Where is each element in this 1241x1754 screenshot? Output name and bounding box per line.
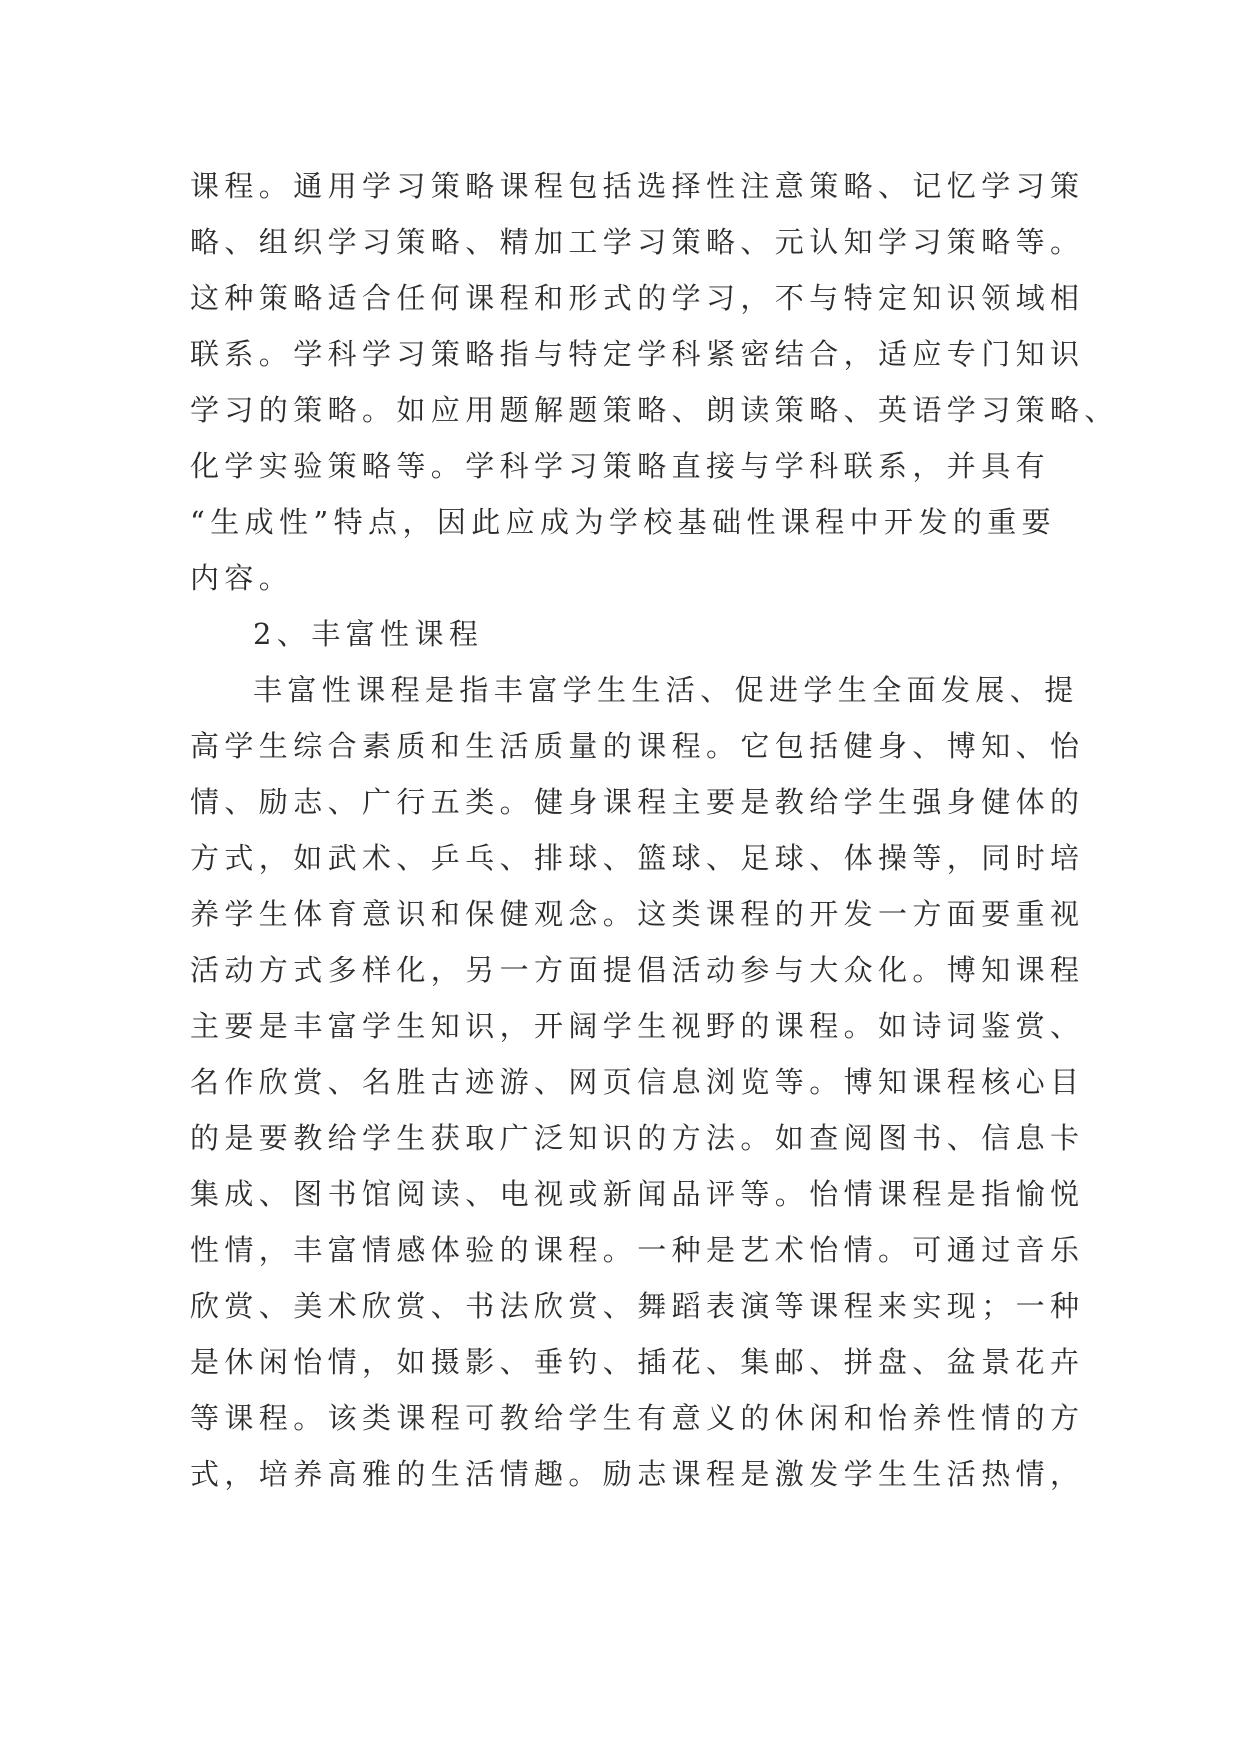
- text-line: 是休闲怡情，如摄影、垂钓、插花、集邮、拼盘、盆景花卉: [190, 1345, 1085, 1379]
- section-heading: 2、丰富性课程: [253, 617, 484, 651]
- text-line: 的是要教给学生获取广泛知识的方法。如查阅图书、信息卡: [190, 1121, 1085, 1155]
- text-line: 名作欣赏、名胜古迹游、网页信息浏览等。博知课程核心目: [190, 1065, 1085, 1099]
- text-line: 性情，丰富情感体验的课程。一种是艺术怡情。可通过音乐: [190, 1233, 1085, 1267]
- text-line: 活动方式多样化，另一方面提倡活动参与大众化。博知课程: [190, 953, 1085, 987]
- text-line: 学习的策略。如应用题解题策略、朗读策略、英语学习策略、: [190, 393, 1119, 427]
- text-line: 课程。通用学习策略课程包括选择性注意策略、记忆学习策: [190, 169, 1085, 203]
- text-line: 等课程。该类课程可教给学生有意义的休闲和怡养性情的方: [190, 1401, 1085, 1435]
- body-text: [190, 158, 1119, 1502]
- text-line: 养学生体育意识和保健观念。这类课程的开发一方面要重视: [190, 897, 1085, 931]
- text-line: 丰富性课程是指丰富学生生活、促进学生全面发展、提: [253, 673, 1079, 707]
- text-line: 略、组织学习策略、精加工学习策略、元认知学习策略等。: [190, 225, 1085, 259]
- text-line: “生成性”特点，因此应成为学校基础性课程中开发的重要: [190, 505, 1057, 539]
- text-line: 式，培养高雅的生活情趣。励志课程是激发学生生活热情，: [190, 1457, 1085, 1491]
- text-line: 欣赏、美术欣赏、书法欣赏、舞蹈表演等课程来实现；一种: [190, 1289, 1085, 1323]
- text-line: 高学生综合素质和生活质量的课程。它包括健身、博知、怡: [190, 729, 1085, 763]
- text-line: 化学实验策略等。学科学习策略直接与学科联系，并具有: [190, 449, 1051, 483]
- text-line: 情、励志、广行五类。健身课程主要是教给学生强身健体的: [190, 785, 1085, 819]
- text-line: 主要是丰富学生知识，开阔学生视野的课程。如诗词鉴赏、: [190, 1009, 1085, 1043]
- text-line: 内容。: [190, 561, 294, 595]
- text-line: 联系。学科学习策略指与特定学科紧密结合，适应专门知识: [190, 337, 1085, 371]
- text-line: 集成、图书馆阅读、电视或新闻品评等。怡情课程是指愉悦: [190, 1177, 1085, 1211]
- text-line: 这种策略适合任何课程和形式的学习，不与特定知识领域相: [190, 281, 1085, 315]
- text-line: 方式，如武术、乒乓、排球、篮球、足球、体操等，同时培: [190, 841, 1085, 875]
